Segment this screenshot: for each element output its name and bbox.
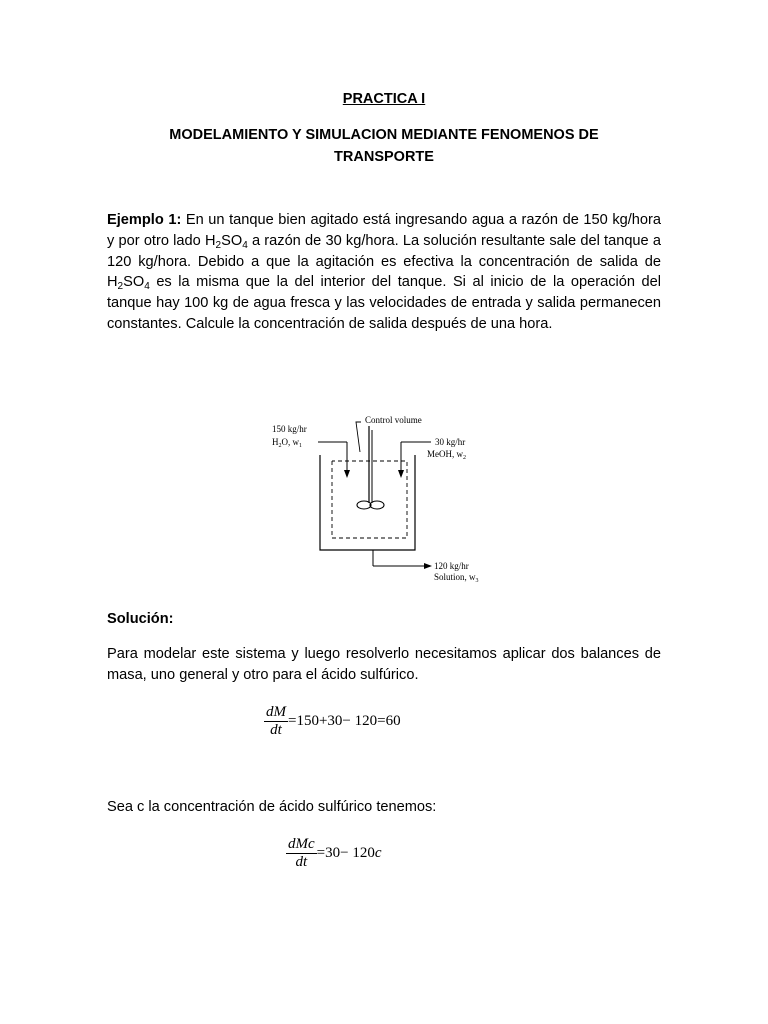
inlet-1-arrow <box>344 470 350 478</box>
equation-2-numerator: dMc <box>288 836 315 852</box>
equation-2-variable: c <box>374 845 382 861</box>
equation-1-numerator: dM <box>266 704 286 720</box>
control-volume-label: Control volume <box>365 415 422 425</box>
example-sub-1: 2 <box>215 239 222 251</box>
document-subtitle: MODELAMIENTO Y SIMULACION MEDIANTE FENOMENOS DE TRANSPORTE <box>169 127 599 165</box>
inlet-1-species: $H_2O$, $w_1$ <box>272 437 302 449</box>
outlet-arrow <box>424 563 432 569</box>
example-paragraph <box>107 210 661 335</box>
example-text-3: a razón de 30 kg/hora. La solución resultante sale del tanque a 120 kg/hora. Debido a que la agitación es efectiva la concentración de salida de H <box>107 232 662 291</box>
tank-diagram <box>258 408 498 588</box>
example-text-4: SO <box>123 274 145 291</box>
equation-acid-balance <box>286 836 382 871</box>
equation-2-rhs: =30− 120 <box>316 845 375 861</box>
concentration-text: Sea c la concentración de ácido sulfúrico tenemos: <box>107 799 437 815</box>
inlet-2-species: MeOH, $w_2$ <box>427 449 466 461</box>
practice-title: PRACTICA I <box>342 91 426 107</box>
solution-heading: Solución: <box>107 611 174 627</box>
impeller-left <box>357 501 371 509</box>
equation-1-rhs: =150+30− 120=60 <box>288 713 401 729</box>
example-sub-3: 2 <box>117 281 124 293</box>
equation-1-denominator: dt <box>270 722 282 738</box>
example-sub-4: 4 <box>144 281 150 293</box>
outlet-label: Solution, $w_3$ <box>434 572 479 584</box>
inlet-2-rate: 30 kg/hr <box>435 437 466 447</box>
example-text-5: es la misma que la del interior del tanque. Si al inicio de la operación del tanque hay 100 kg de agua fresca y las velocidades de entrada y salida permanecen constantes. Calcule la concentración de salida después de una hora. <box>107 274 661 332</box>
example-text-1: En un tanque bien agitado está ingresando agua a razón de 150 kg/hora y por otro lado H <box>107 212 662 249</box>
inlet-2-arrow <box>398 470 404 478</box>
equation-2-denominator: dt <box>295 854 308 870</box>
solution-intro: Para modelar este sistema y luego resolverlo necesitamos aplicar dos balances de masa, uno general y otro para el ácido sulfúrico. <box>107 646 661 683</box>
control-volume-pointer <box>356 422 361 452</box>
inlet-1-rate: 150 kg/hr <box>272 424 307 434</box>
equation-mass-balance <box>264 704 401 739</box>
outlet-rate: 120 kg/hr <box>434 561 469 571</box>
impeller-right <box>370 501 384 509</box>
equation-1-fraction <box>264 704 288 739</box>
equation-2-fraction <box>286 836 317 871</box>
example-label: Ejemplo 1: <box>107 212 182 228</box>
example-sub-2: 4 <box>242 239 248 251</box>
example-text-2: SO <box>221 232 243 249</box>
